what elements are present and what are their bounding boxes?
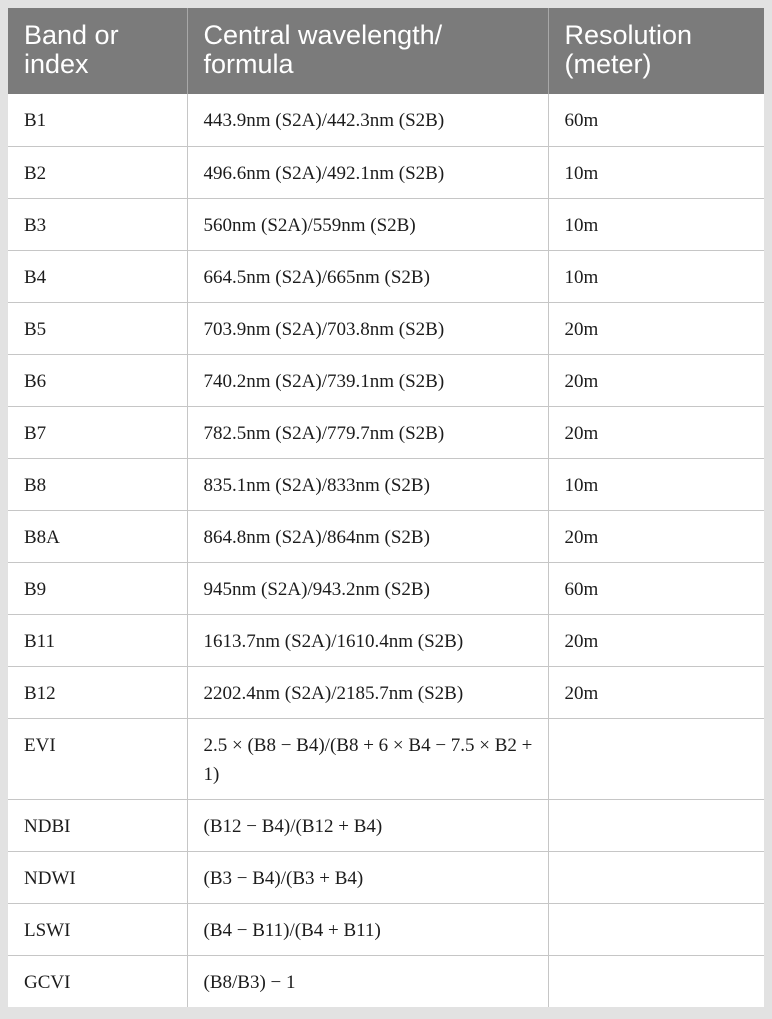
resolution-cell: 10m	[548, 198, 764, 250]
table-header	[8, 8, 764, 94]
table-row	[8, 198, 764, 250]
table-row	[8, 458, 764, 510]
table-row	[8, 406, 764, 458]
table-row	[8, 903, 764, 955]
formula-cell: (B3 − B4)/(B3 + B4)	[187, 851, 548, 903]
wavelength-cell: 496.6nm (S2A)/492.1nm (S2B)	[187, 146, 548, 198]
band-cell: B8	[8, 458, 187, 510]
wavelength-cell: 740.2nm (S2A)/739.1nm (S2B)	[187, 354, 548, 406]
formula-cell: (B4 − B11)/(B4 + B11)	[187, 903, 548, 955]
band-cell: B6	[8, 354, 187, 406]
band-cell: B7	[8, 406, 187, 458]
header-row	[8, 8, 764, 94]
resolution-cell	[548, 903, 764, 955]
band-table	[8, 8, 764, 1007]
table-row	[8, 562, 764, 614]
index-cell: NDBI	[8, 799, 187, 851]
band-cell: B3	[8, 198, 187, 250]
table-row	[8, 354, 764, 406]
band-cell: B2	[8, 146, 187, 198]
band-cell: B1	[8, 94, 187, 146]
band-cell: B8A	[8, 510, 187, 562]
table-body	[8, 94, 764, 1007]
table-row	[8, 510, 764, 562]
resolution-cell: 20m	[548, 666, 764, 718]
formula-cell: 2.5 × (B8 − B4)/(B8 + 6 × B4 − 7.5 × B2 + 1)	[187, 718, 548, 799]
wavelength-cell: 443.9nm (S2A)/442.3nm (S2B)	[187, 94, 548, 146]
table-row	[8, 614, 764, 666]
header-band: Band or index	[8, 8, 187, 94]
resolution-cell	[548, 718, 764, 799]
table-row	[8, 146, 764, 198]
resolution-cell: 20m	[548, 406, 764, 458]
table-row	[8, 955, 764, 1007]
wavelength-cell: 835.1nm (S2A)/833nm (S2B)	[187, 458, 548, 510]
resolution-cell: 20m	[548, 614, 764, 666]
resolution-cell: 10m	[548, 458, 764, 510]
band-cell: B12	[8, 666, 187, 718]
table-row	[8, 799, 764, 851]
resolution-cell: 20m	[548, 354, 764, 406]
resolution-cell	[548, 955, 764, 1007]
resolution-cell	[548, 799, 764, 851]
table-row	[8, 94, 764, 146]
band-cell: B4	[8, 250, 187, 302]
formula-cell: (B8/B3) − 1	[187, 955, 548, 1007]
table-row	[8, 666, 764, 718]
index-cell: GCVI	[8, 955, 187, 1007]
resolution-cell: 60m	[548, 94, 764, 146]
wavelength-cell: 2202.4nm (S2A)/2185.7nm (S2B)	[187, 666, 548, 718]
formula-cell: (B12 − B4)/(B12 + B4)	[187, 799, 548, 851]
header-wavelength: Central wavelength/ formula	[187, 8, 548, 94]
wavelength-cell: 560nm (S2A)/559nm (S2B)	[187, 198, 548, 250]
wavelength-cell: 664.5nm (S2A)/665nm (S2B)	[187, 250, 548, 302]
wavelength-cell: 1613.7nm (S2A)/1610.4nm (S2B)	[187, 614, 548, 666]
resolution-cell: 20m	[548, 510, 764, 562]
band-cell: B11	[8, 614, 187, 666]
header-resolution: Resolution (meter)	[548, 8, 764, 94]
resolution-cell: 10m	[548, 146, 764, 198]
band-cell: B5	[8, 302, 187, 354]
table-row	[8, 302, 764, 354]
index-cell: EVI	[8, 718, 187, 799]
index-cell: NDWI	[8, 851, 187, 903]
index-cell: LSWI	[8, 903, 187, 955]
table-row	[8, 718, 764, 799]
wavelength-cell: 864.8nm (S2A)/864nm (S2B)	[187, 510, 548, 562]
table-row	[8, 250, 764, 302]
resolution-cell	[548, 851, 764, 903]
wavelength-cell: 945nm (S2A)/943.2nm (S2B)	[187, 562, 548, 614]
wavelength-cell: 782.5nm (S2A)/779.7nm (S2B)	[187, 406, 548, 458]
band-cell: B9	[8, 562, 187, 614]
resolution-cell: 20m	[548, 302, 764, 354]
resolution-cell: 10m	[548, 250, 764, 302]
wavelength-cell: 703.9nm (S2A)/703.8nm (S2B)	[187, 302, 548, 354]
table-row	[8, 851, 764, 903]
resolution-cell: 60m	[548, 562, 764, 614]
